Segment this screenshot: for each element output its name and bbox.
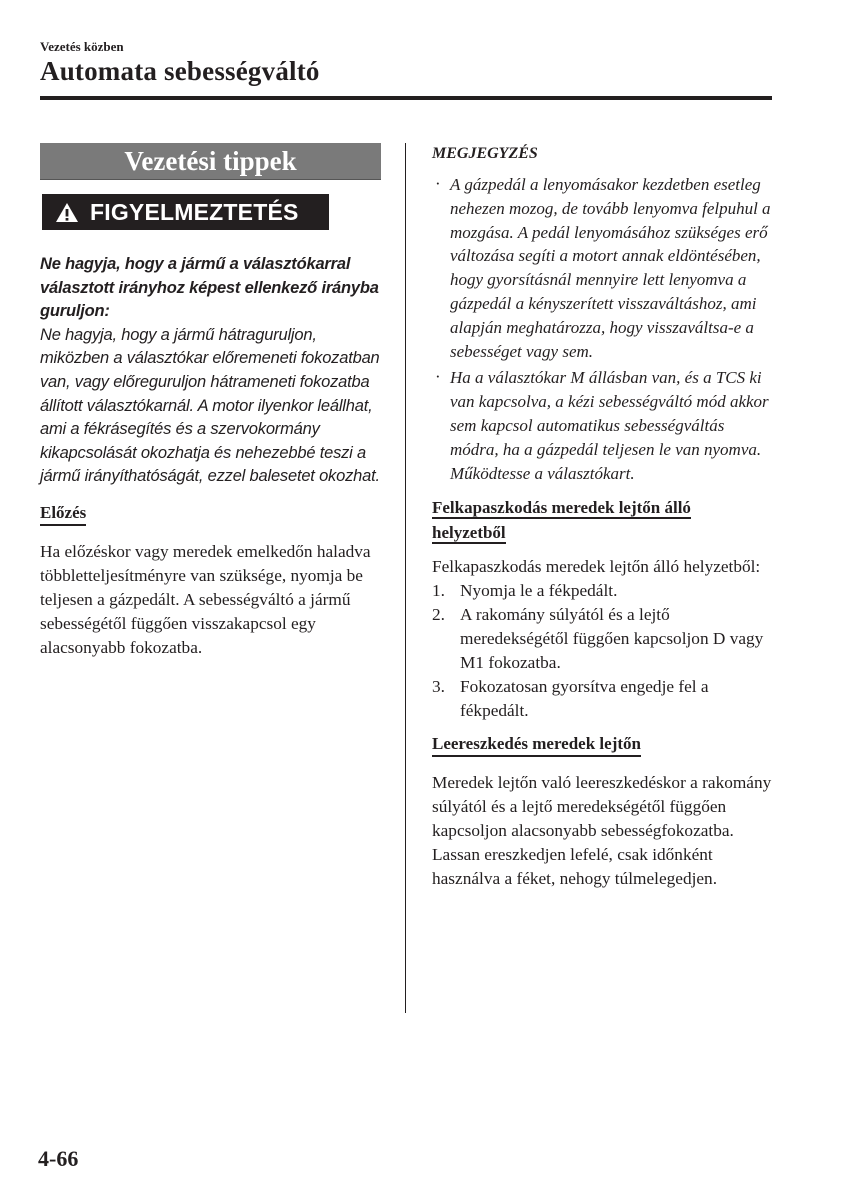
column-divider xyxy=(405,143,406,1013)
warning-banner xyxy=(42,194,329,230)
descent-text: Meredek lejtőn való leereszkedéskor a rakomány súlyától és a lejtő meredekségétől függően kapcsoljon alacsonyabb sebességfokozatba. Lassan ereszkedjen lefelé, csak időnként használva a féket, nehogy túlmelegedjen. xyxy=(432,773,772,889)
warning-bold-text: Ne hagyja, hogy a jármű a választókarral választott irányhoz képest ellenkező irányba guruljon: xyxy=(40,255,379,321)
list-item: 3. Fokozatosan gyorsítva engedje fel a fékpedált. xyxy=(432,677,709,721)
descent-heading: Leereszkedés meredek lejtőn xyxy=(432,733,641,757)
bullet-dot-icon: · xyxy=(435,367,441,387)
list-item: 2. A rakomány súlyától és a lejtő meredekségétől függően kapcsoljon D vagy M1 fokozatba. xyxy=(432,605,764,673)
note-title: MEGJEGYZÉS xyxy=(432,145,538,162)
overtaking-heading: Előzés xyxy=(40,502,86,526)
overtaking-text: Ha előzéskor vagy meredek emelkedőn haladva többletteljesítményre van szüksége, nyomja be teljesen a gázpedált. A sebességváltó a jármű sebességétől függően visszakapcsol egy alacsonyabb fokozatba. xyxy=(40,541,371,657)
note-item-text: Ha a választókar M állásban van, és a TCS ki van kapcsolva, a kézi sebességváltó mód akkor sem kapcsol automatikus sebességváltás módra, ha a gázpedál teljesen le van nyomva. Működtesse a választókart. xyxy=(450,368,769,483)
note-item xyxy=(432,173,777,363)
list-item: 1. Nyomja le a fékpedált. xyxy=(432,581,618,601)
warning-triangle-icon xyxy=(55,202,79,223)
hill-start-intro: Felkapaszkodás meredek lejtőn álló helyzetből: xyxy=(432,557,761,577)
right-column xyxy=(432,143,777,891)
chapter-label: Vezetés közben xyxy=(40,39,124,54)
hill-start-heading: Felkapaszkodás meredek lejtőn álló helyzetből xyxy=(432,498,691,543)
note-item xyxy=(432,366,777,485)
page-title: Automata sebességváltó xyxy=(40,56,320,86)
hill-start-steps xyxy=(432,579,777,723)
bullet-dot-icon: · xyxy=(435,174,441,193)
page-number: 4-66 xyxy=(38,1146,79,1171)
warning-body-text: Ne hagyja, hogy a jármű hátraguruljon, miközben a választókar előremeneti fokozatban van, vagy előreguruljon hátrameneti fokozatba állított választókarnál. A motor ilyenkor leállhat, ami a fékrásegítés és a szervokormány kikapcsolását okozhatja és nehezebbé teszi a jármű irányíthatóságát, ezzel balesetet okozhat. xyxy=(40,325,380,486)
left-column xyxy=(40,143,381,660)
section-heading: Vezetési tippek xyxy=(40,143,381,180)
title-rule xyxy=(40,96,772,100)
warning-label: FIGYELMEZTETÉS xyxy=(90,198,299,225)
note-item-text: A gázpedál a lenyomásakor kezdetben esetleg nehezen mozog, de tovább lenyomva felpuhul a mozgása. A pedál lenyomásához szükséges erő változása segíti a motort annak eldöntésében, hogy gyorsításnál mennyire lett lenyomva a gázpedál a kényszerített visszaváltáshoz, ami alapján meghatározza, hogy visszaváltsa-e a sebességet vagy sem. xyxy=(450,175,771,361)
